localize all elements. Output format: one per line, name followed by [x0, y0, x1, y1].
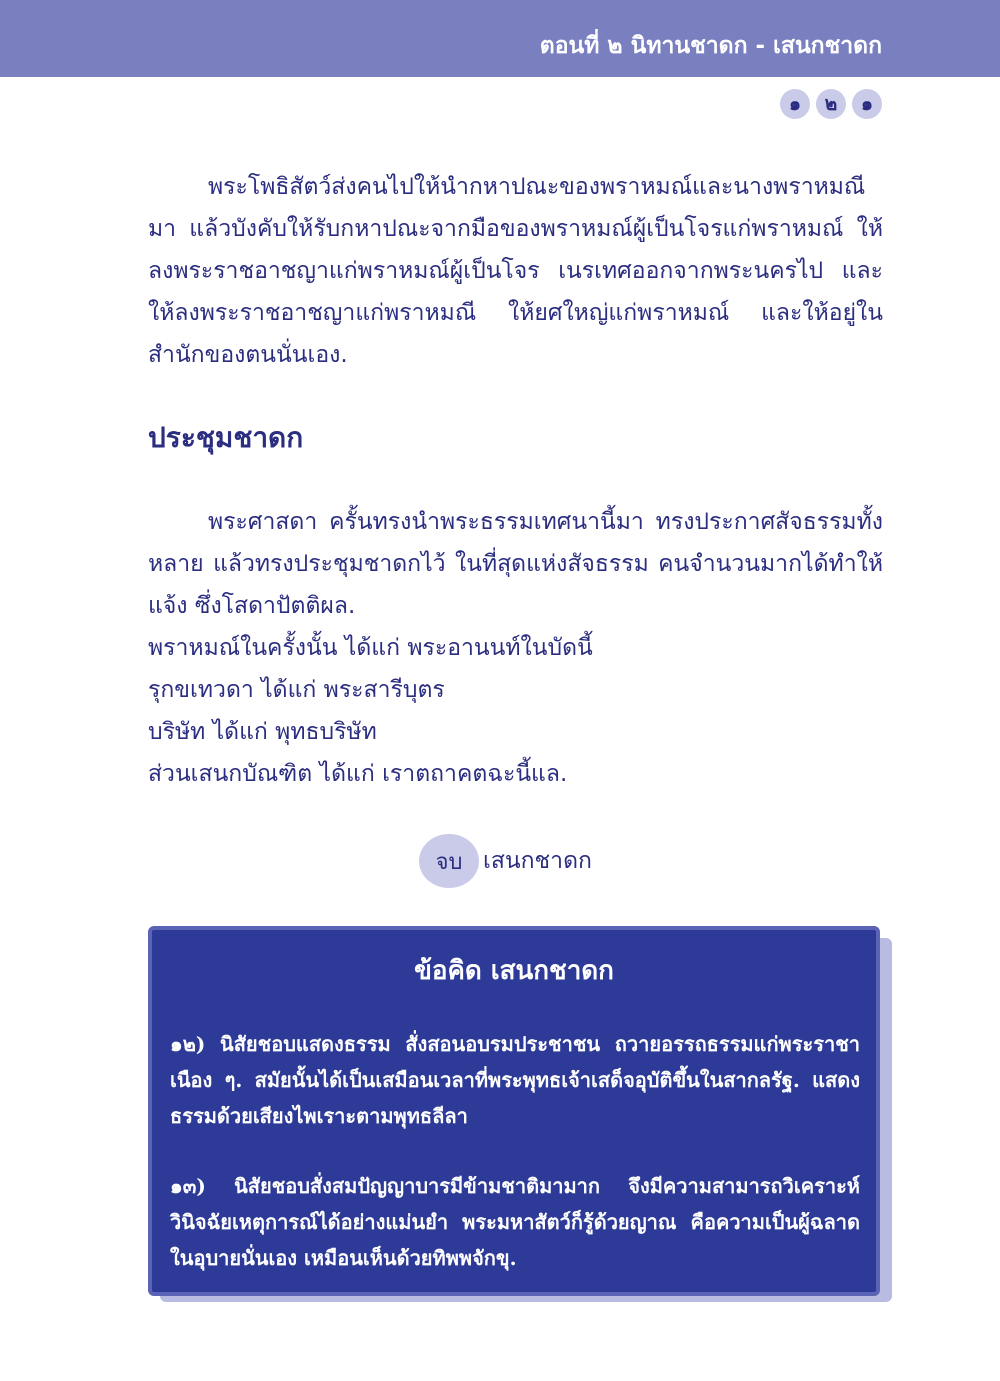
lesson-item: ๑๓) นิสัยชอบสั่งสมปัญญาบารมีข้ามชาติมามาก จึงมีความสามารถวิเคราะห์วินิจฉัยเหตุการณ์ได้อย่างแม่นยำ พระมหาสัตว์ก็รู้ด้วยญาณ คือความเป็นผู้ฉลาดในอุบายนั่นเอง เหมือนเห็นด้วยทิพพจักขุ.	[170, 1174, 860, 1270]
page-number	[780, 89, 882, 119]
paragraph-text: พระศาสดา ครั้นทรงนำพระธรรมเทศนานี้มา ทรงประกาศสัจธรรมทั้งหลาย แล้วทรงประชุมชาดกไว้ ในที่สุดแห่งสัจธรรม คนจำนวนมากได้ทำให้แจ้ง ซึ่งโสดาปัตติผล.	[148, 509, 883, 619]
section-heading: ประชุมชาดก	[148, 421, 304, 454]
page-digit: ๑	[780, 89, 810, 119]
list-item: พราหมณ์ในครั้งนั้น ได้แก่ พระอานนท์ในบัดนี้	[148, 635, 593, 661]
header-bar	[0, 0, 1000, 77]
page-digit: ๑	[852, 89, 882, 119]
lesson-box-title: ข้อคิด เสนกชาดก	[414, 956, 614, 986]
page-digit: ๒	[816, 89, 846, 119]
list-item: ส่วนเสนกบัณฑิต ได้แก่ เราตถาคตฉะนี้แล.	[148, 761, 568, 787]
chapter-title: ตอนที่ ๒ นิทานชาดก - เสนกชาดก	[539, 33, 882, 59]
end-badge: จบ	[419, 834, 479, 888]
end-title: เสนกชาดก	[483, 848, 592, 874]
paragraph-text: พระโพธิสัตว์ส่งคนไปให้นำกหาปณะของพราหมณ์และนางพราหมณีมา แล้วบังคับให้รับกหาปณะจากมือของพราหมณ์ผู้เป็นโจรแก่พราหมณ์ ให้ลงพระราชอาชญาแก่พราหมณ์ผู้เป็นโจร เนรเทศออกจากพระนครไป และให้ลงพระราชอาชญาแก่พราหมณี ให้ยศใหญ่แก่พราหมณ์ และให้อยู่ในสำนักของตนนั่นเอง.	[148, 174, 883, 368]
list-item: บริษัท ได้แก่ พุทธบริษัท	[148, 719, 377, 745]
lesson-box	[148, 926, 880, 1296]
summary-paragraph	[148, 501, 883, 627]
story-paragraph	[148, 166, 883, 376]
lesson-item: ๑๒) นิสัยชอบแสดงธรรม สั่งสอนอบรมประชาชน ถวายอรรถธรรมแก่พระราชาเนือง ๆ. สมัยนั้นได้เป็นเสมือนเวลาที่พระพุทธเจ้าเสด็จอุบัติขึ้นในสากลรัฐ. แสดงธรรมด้วยเสียงไพเราะตามพุทธลีลา	[170, 1032, 860, 1128]
end-mark	[419, 834, 592, 888]
list-item: รุกขเทวดา ได้แก่ พระสารีบุตร	[148, 677, 445, 703]
identification-list	[148, 627, 883, 795]
